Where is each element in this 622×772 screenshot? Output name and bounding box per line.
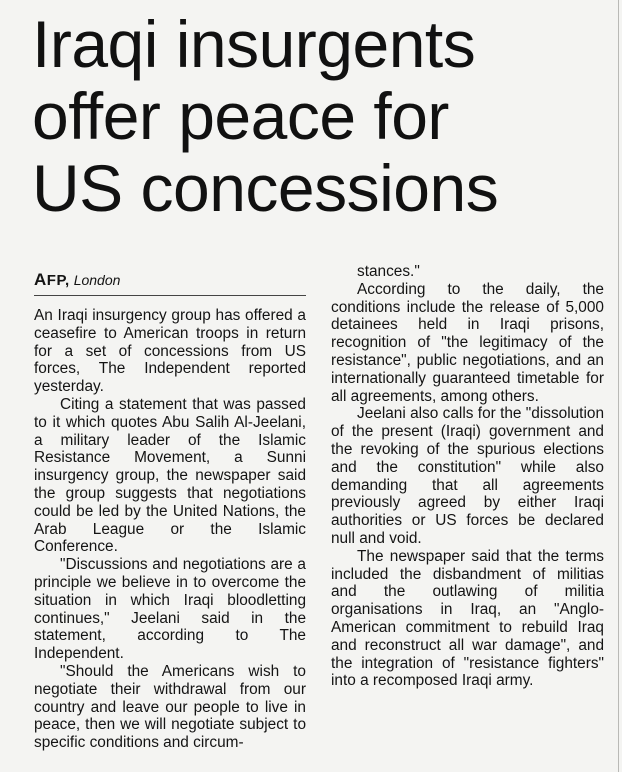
article-column-right (331, 263, 604, 690)
byline-agency (34, 272, 70, 289)
byline-agency-initial: A (34, 270, 47, 289)
byline (34, 270, 310, 291)
headline (32, 8, 617, 224)
article-paragraph: Jeelani also calls for the "dissolution of the present (Iraqi) government and the revoking of the spurious elections and the constitution" while also demanding that all agreements previously agreed by either Iraqi authorities or US forces be declared null and void. (331, 405, 604, 547)
article-paragraph: "Discussions and negotiations are a principle we believe in to overcome the situation in which Iraqi bloodletting continues," Jeelani said in the statement, according to The Independent. (34, 556, 306, 663)
article-paragraph: stances." (357, 263, 420, 280)
article-paragraph: An Iraqi insurgency group has offered a ceasefire to American troops in return for a set of concessions from US forces, The Independent reported yesterday. (34, 307, 306, 396)
headline-line-3: US concessions (32, 151, 499, 225)
byline-place: London (73, 272, 121, 288)
article-paragraph: "Should the Americans wish to negotiate their withdrawal from our country and leave our people to live in peace, then we will negotiate subject to specific conditions and circum- (34, 662, 306, 752)
byline-divider (34, 295, 306, 296)
article-paragraph: According to the daily, the conditions include the release of 5,000 detainees held in Iraqi prisons, recognition of "the legitimacy of the resistance", public negotiations, and an internationally guaranteed timetable for all agreements, among others. (331, 280, 604, 405)
headline-line-2: offer peace for (32, 79, 449, 153)
article-column-left (34, 307, 306, 752)
byline-agency-rest: FP, (46, 272, 70, 289)
headline-line-1: Iraqi insurgents (32, 7, 476, 81)
column-rule (618, 0, 619, 772)
article-paragraph: Citing a statement that was passed to it which quotes Abu Salih Al-Jeelani, a military leader of the Islamic Resistance Movement, a Sunni insurgency group, the newspaper said the group suggests that negotiations could be led by the United Nations, the Arab League or the Islamic Conference. (34, 395, 306, 556)
article-paragraph: The newspaper said that the terms included the disbandment of militias and the outlawing of militia organisations in Iraq, an "Anglo-American commitment to rebuild Iraq and reconstruct all war damage", and the integration of "resistance fighters" into a recomposed Iraqi army. (331, 547, 604, 690)
